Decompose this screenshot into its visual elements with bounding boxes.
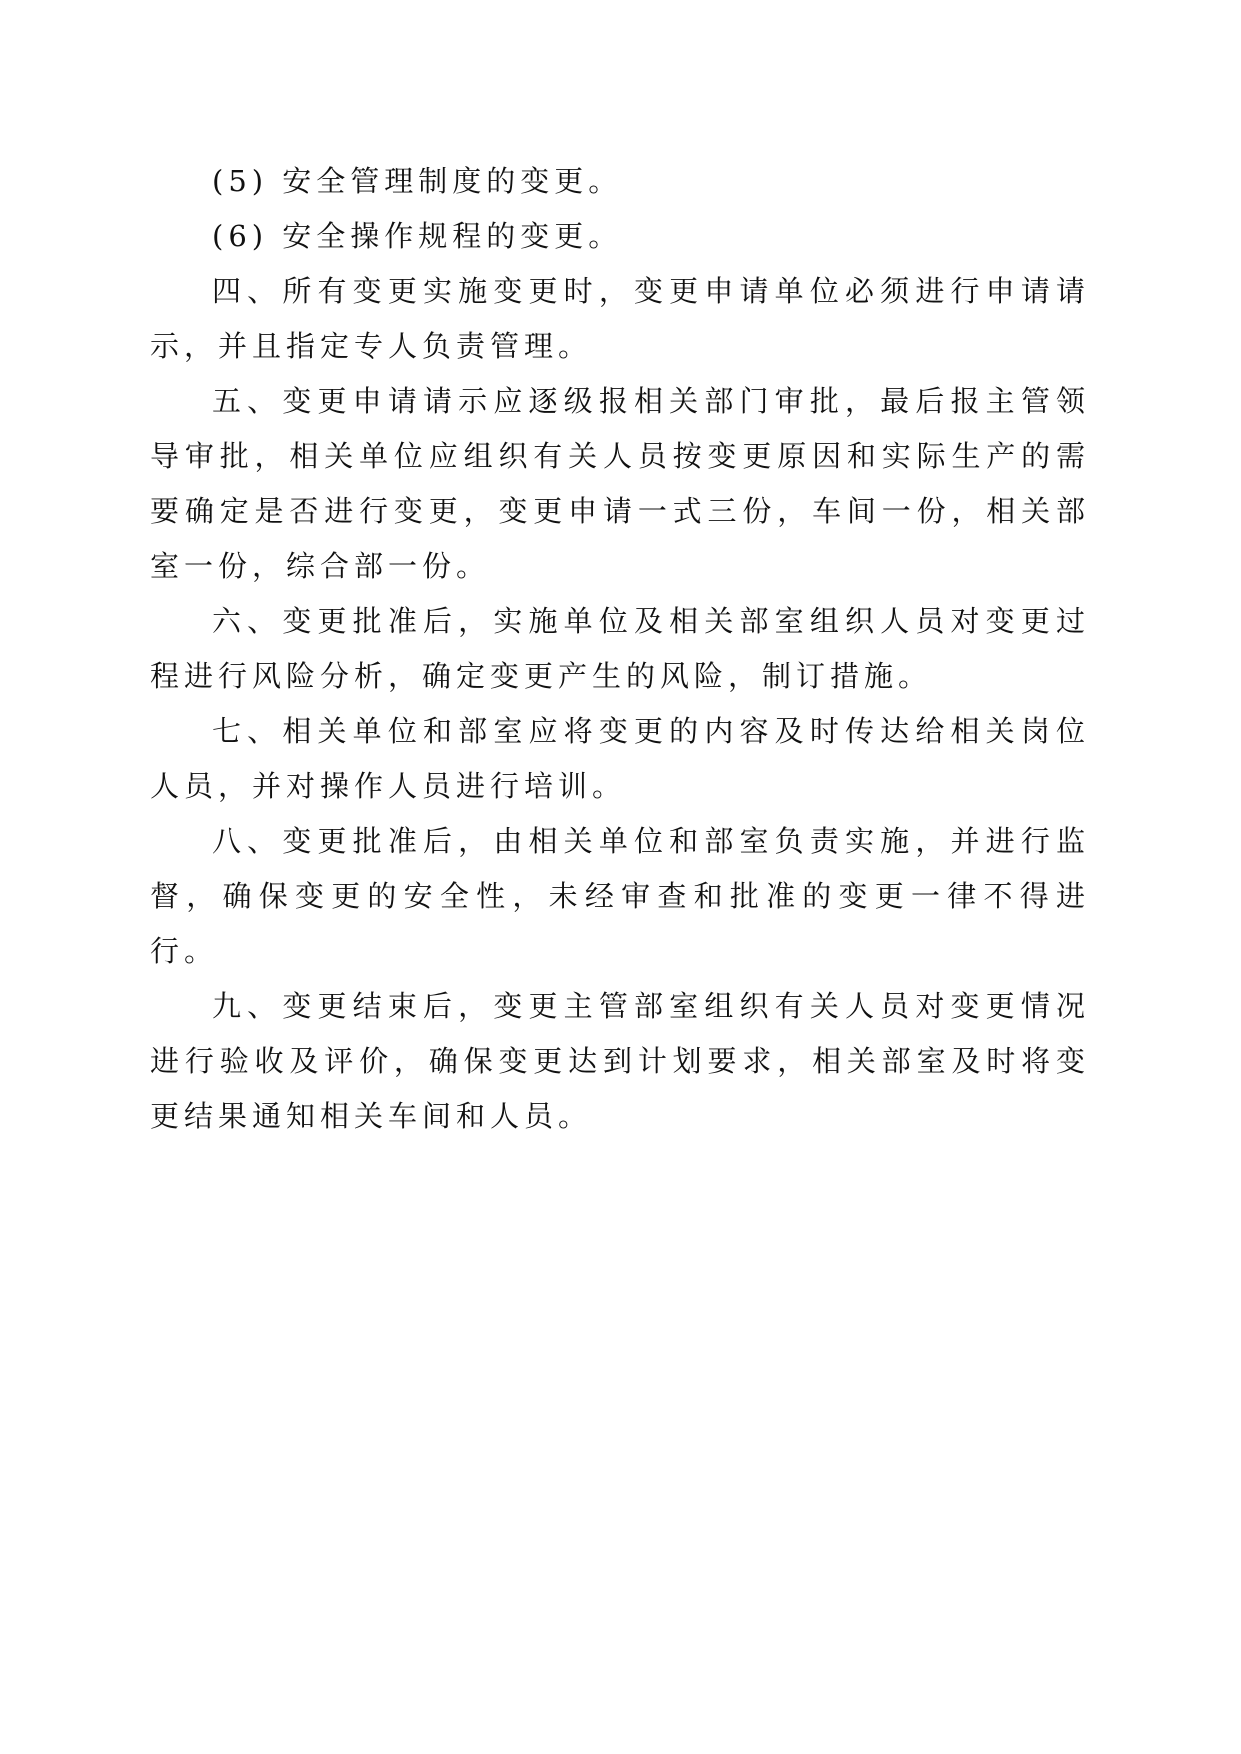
paragraph-section-8: 八、变更批准后，由相关单位和部室负责实施，并进行监督，确保变更的安全性，未经审查和批准的变更一律不得进行。 xyxy=(150,824,1090,968)
document-body xyxy=(150,154,1090,1144)
paragraph-section-9: 九、变更结束后，变更主管部室组织有关人员对变更情况进行验收及评价，确保变更达到计划要求，相关部室及时将变更结果通知相关车间和人员。 xyxy=(150,989,1090,1133)
paragraph-section-7: 七、相关单位和部室应将变更的内容及时传达给相关岗位人员，并对操作人员进行培训。 xyxy=(150,714,1090,803)
paragraph-section-4: 四、所有变更实施变更时，变更申请单位必须进行申请请示，并且指定专人负责管理。 xyxy=(150,274,1090,363)
paragraph-item-5: (5) 安全管理制度的变更。 xyxy=(212,164,623,198)
paragraph-item-6: (6) 安全操作规程的变更。 xyxy=(212,219,623,253)
paragraph-section-5: 五、变更申请请示应逐级报相关部门审批，最后报主管领导审批，相关单位应组织有关人员按变更原因和实际生产的需要确定是否进行变更，变更申请一式三份，车间一份，相关部室一份，综合部一份。 xyxy=(150,384,1090,583)
paragraph-section-6: 六、变更批准后，实施单位及相关部室组织人员对变更过程进行风险分析，确定变更产生的风险，制订措施。 xyxy=(150,604,1090,693)
